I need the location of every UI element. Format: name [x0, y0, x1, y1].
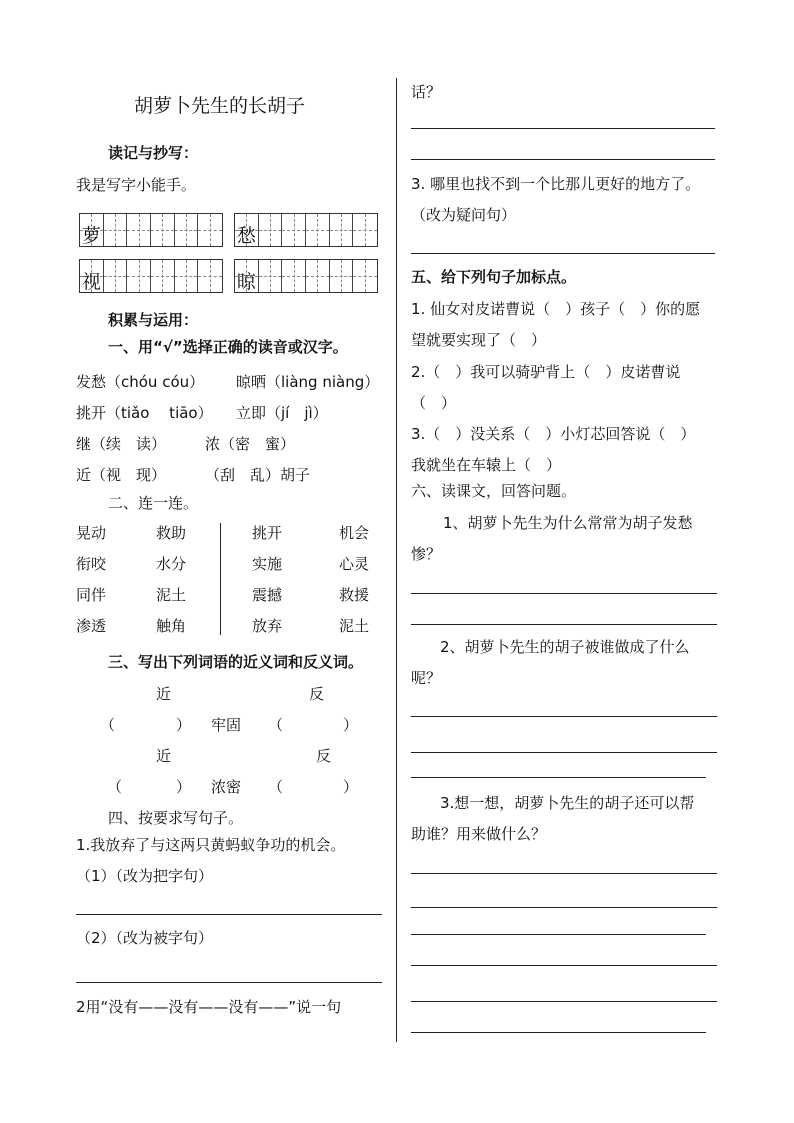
q3-word: 牢固 — [211, 716, 242, 734]
section-accumulate-heading: 积累与运用： — [108, 311, 199, 329]
writing-grid-2[interactable] — [234, 213, 378, 247]
antonym-label: 反 — [316, 747, 332, 765]
match-word[interactable]: 晃动 — [76, 524, 107, 542]
answer-line[interactable] — [411, 934, 706, 935]
match-word[interactable]: 水分 — [156, 555, 187, 573]
grid-char: 愁 — [236, 225, 256, 247]
match-word[interactable]: 触角 — [156, 617, 187, 635]
q6-question: 助谁？用来做什么？ — [411, 825, 547, 843]
q5-sentence[interactable]: 我就坐在车辕上（ ） — [411, 456, 562, 474]
answer-blank[interactable] — [125, 780, 183, 796]
q5-title: 五、给下列句子加标点。 — [411, 268, 577, 286]
q4-title: 四、按要求写句子。 — [108, 809, 244, 827]
antonym-label: 反 — [309, 685, 325, 703]
q6-title: 六、读课文，回答问题。 — [411, 482, 577, 500]
answer-line[interactable] — [76, 982, 382, 983]
q1-item[interactable]: 立即（jí jì） — [236, 404, 328, 422]
answer-line[interactable] — [411, 593, 717, 594]
match-column-divider — [220, 523, 221, 635]
grid-char: 晾 — [236, 271, 256, 293]
answer-line[interactable] — [411, 873, 717, 874]
answer-line[interactable] — [411, 1032, 706, 1033]
match-word[interactable]: 放弃 — [252, 617, 283, 635]
q4-3-subtask: （改为疑问句） — [411, 206, 517, 224]
q1-title: 一、用“√”选择正确的读音或汉字。 — [108, 338, 348, 356]
synonym-label: 近 — [156, 685, 172, 703]
q1-item[interactable]: 挑开（tiǎo tiāo） — [76, 404, 213, 422]
answer-blank[interactable] — [286, 718, 344, 734]
paren-close: ） — [176, 778, 192, 796]
q3-word: 浓密 — [211, 778, 242, 796]
match-word[interactable]: 渗透 — [76, 617, 107, 635]
q4-2-prompt: 2用“没有——没有——没有——”说一句 — [76, 998, 342, 1016]
match-word[interactable]: 心灵 — [339, 555, 370, 573]
q1-item[interactable]: 晾晒（liàng niàng） — [236, 373, 380, 391]
q4-3-sentence: 3. 哪里也找不到一个比那儿更好的地方了。 — [411, 175, 701, 193]
paren-open: （ — [107, 778, 123, 796]
q6-question: 3.想一想，胡萝卜先生的胡子还可以帮 — [440, 794, 695, 812]
match-word[interactable]: 泥土 — [156, 586, 187, 604]
q5-sentence[interactable]: 望就要实现了（ ） — [411, 331, 547, 349]
q1-item[interactable]: 浓（密 蜜） — [205, 435, 296, 453]
q5-sentence[interactable]: （ ） — [411, 394, 457, 412]
answer-blank[interactable] — [118, 718, 176, 734]
grid-char: 视 — [81, 271, 101, 293]
q1-item[interactable]: （刮 乱）胡子 — [205, 466, 311, 484]
grid-char: 萝 — [81, 225, 101, 247]
q6-question: 1、胡萝卜先生为什么常常为胡子发愁 — [443, 514, 693, 532]
match-word[interactable]: 泥土 — [339, 617, 370, 635]
page-title: 胡萝卜先生的长胡子 — [134, 95, 306, 117]
match-word[interactable]: 震撼 — [252, 586, 283, 604]
writing-grid-1[interactable] — [79, 213, 223, 247]
q6-question: 2、胡萝卜先生的胡子被谁做成了什么 — [440, 638, 690, 656]
q1-item[interactable]: 近（视 现） — [76, 466, 167, 484]
paren-open: （ — [268, 716, 284, 734]
q2-title: 二、连一连。 — [108, 494, 199, 512]
match-word[interactable]: 救援 — [339, 586, 370, 604]
q4-1-subtask: （2）（改为被字句） — [76, 929, 214, 947]
paren-open: （ — [268, 778, 284, 796]
q1-item[interactable]: 发愁（chóu cóu） — [76, 373, 205, 391]
column-divider — [396, 78, 397, 1042]
answer-line[interactable] — [411, 1001, 717, 1002]
writing-grid-3[interactable] — [79, 259, 223, 293]
section-read-copy-heading: 读记与抄写： — [108, 144, 199, 162]
answer-line[interactable] — [411, 752, 717, 753]
answer-line[interactable] — [411, 716, 717, 717]
writing-intro: 我是写字小能手。 — [76, 176, 197, 194]
q4-2-continuation: 话？ — [411, 83, 442, 101]
match-word[interactable]: 衔咬 — [76, 555, 107, 573]
answer-line[interactable] — [411, 624, 717, 625]
answer-line[interactable] — [411, 907, 717, 908]
q6-question: 呢？ — [411, 669, 442, 687]
writing-grid-4[interactable] — [234, 259, 378, 293]
q5-sentence[interactable]: 2.（ ）我可以骑驴背上（ ）皮诺曹说 — [411, 363, 681, 381]
match-word[interactable]: 同伴 — [76, 586, 107, 604]
match-word[interactable]: 挑开 — [252, 524, 283, 542]
q3-title: 三、写出下列词语的近义词和反义词。 — [108, 653, 364, 671]
q1-item[interactable]: 继（续 读） — [76, 435, 167, 453]
q5-sentence[interactable]: 1. 仙女对皮诺曹说（ ）孩子（ ）你的愿 — [411, 300, 701, 318]
paren-close: ） — [343, 716, 359, 734]
answer-line[interactable] — [411, 253, 715, 254]
answer-line[interactable] — [411, 159, 715, 160]
answer-line[interactable] — [76, 914, 382, 915]
synonym-label: 近 — [156, 747, 172, 765]
answer-blank[interactable] — [286, 780, 344, 796]
answer-line[interactable] — [411, 128, 715, 129]
paren-close: ） — [176, 716, 192, 734]
q4-1-subtask: （1）（改为把字句） — [76, 867, 214, 885]
q6-question: 惨？ — [411, 545, 442, 563]
match-word[interactable]: 实施 — [252, 555, 283, 573]
match-word[interactable]: 救助 — [156, 524, 187, 542]
q4-1-sentence: 1.我放弃了与这两只黄蚂蚁争功的机会。 — [76, 836, 346, 854]
answer-line[interactable] — [411, 777, 706, 778]
paren-close: ） — [343, 778, 359, 796]
answer-line[interactable] — [411, 965, 717, 966]
q5-sentence[interactable]: 3.（ ）没关系（ ）小灯芯回答说（ ） — [411, 425, 696, 443]
paren-open: （ — [100, 716, 116, 734]
match-word[interactable]: 机会 — [339, 524, 370, 542]
